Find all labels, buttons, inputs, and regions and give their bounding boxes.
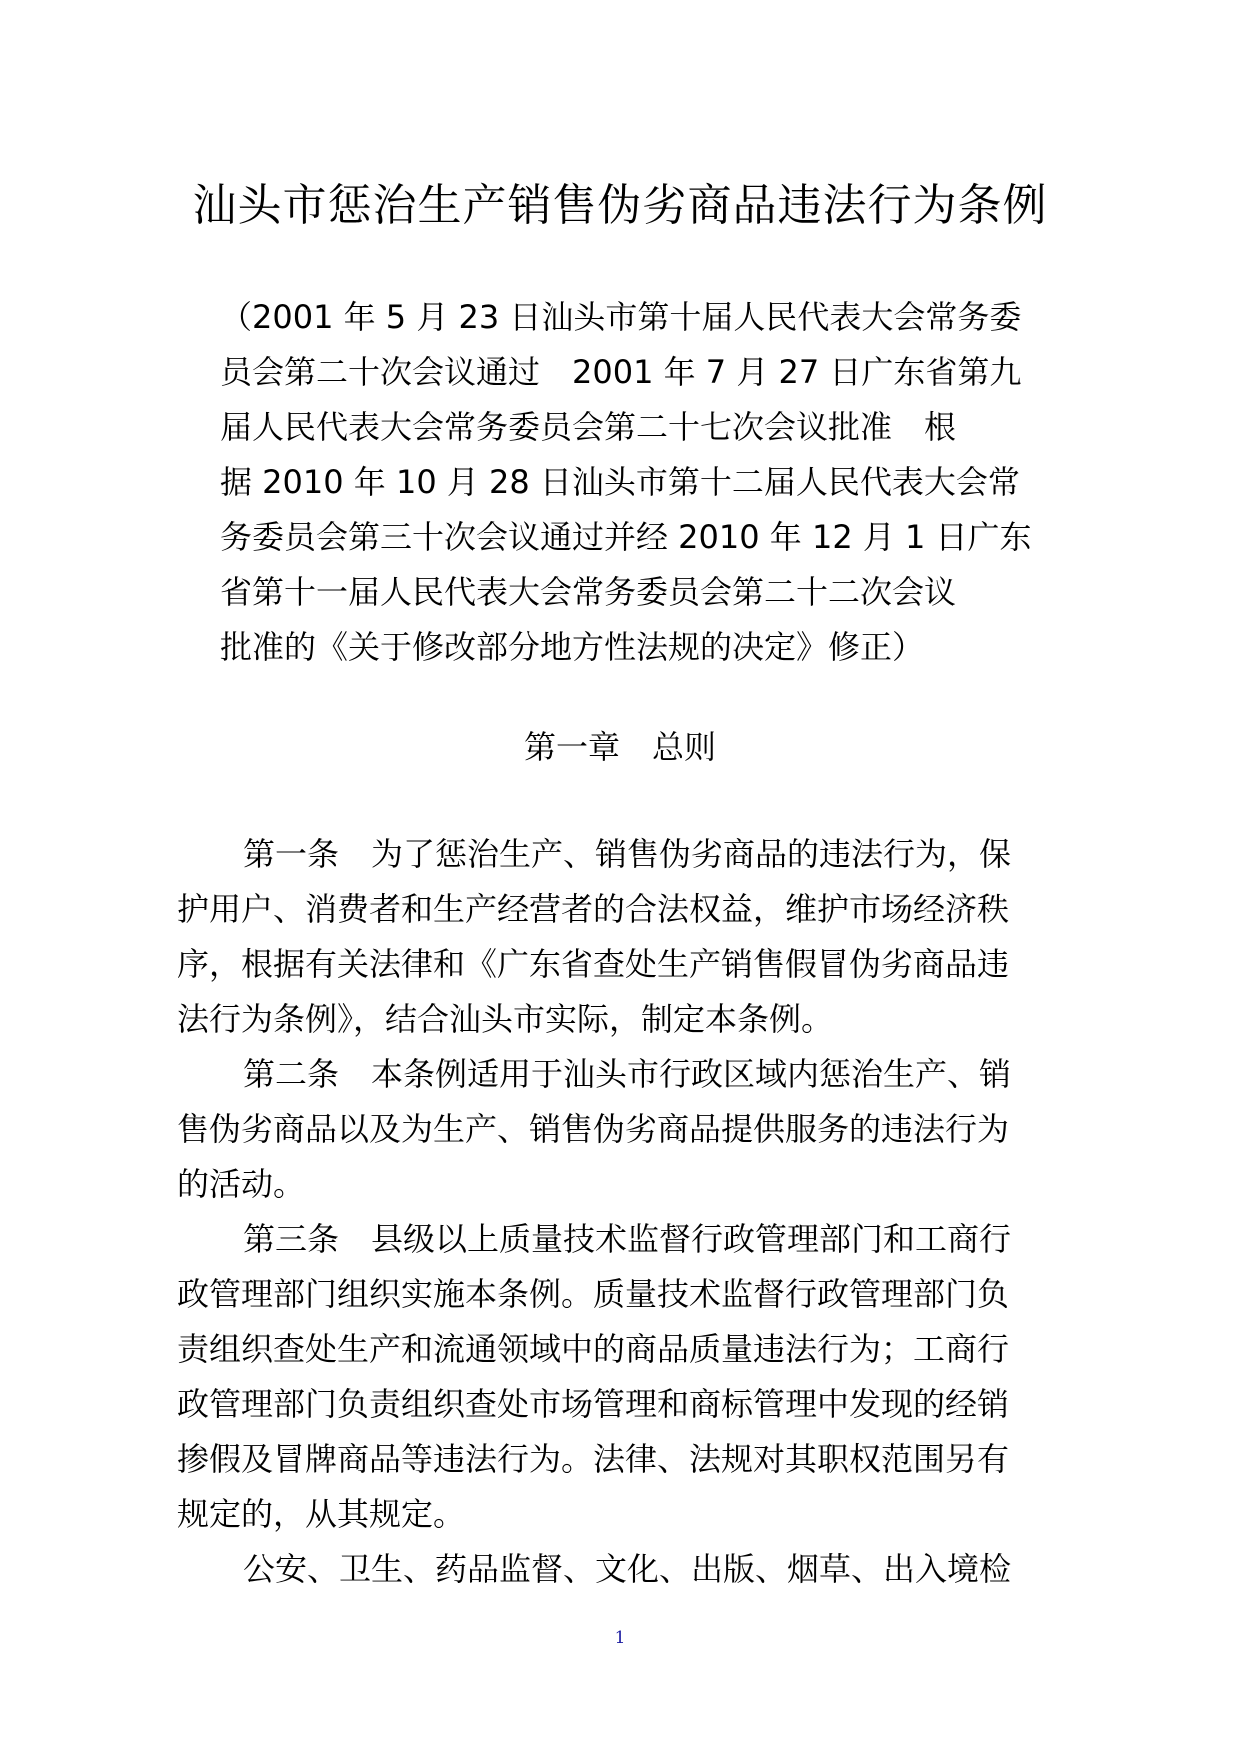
article-1-line: 法行为条例》，结合汕头市实际，制定本条例。 <box>177 1000 834 1038</box>
article-1-line: 护用户、消费者和生产经营者的合法权益，维护市场经济秩 <box>177 890 1010 928</box>
article-2-line: 第二条 本条例适用于汕头市行政区域内惩治生产、销 <box>243 1055 1012 1093</box>
document-title: 汕头市惩治生产销售伪劣商品违法行为条例 <box>192 180 1048 231</box>
preamble-line: 届人民代表大会常务委员会第二十七次会议批准 根 <box>220 408 957 446</box>
preamble-line: 省第十一届人民代表大会常务委员会第二十二次会议 <box>220 573 957 611</box>
article-1-line: 第一条 为了惩治生产、销售伪劣商品的违法行为，保 <box>243 835 1012 873</box>
article-3-line: 政管理部门负责组织查处市场管理和商标管理中发现的经销 <box>177 1385 1010 1423</box>
chapter-heading: 第一章 总则 <box>523 728 716 766</box>
preamble-line: 务委员会第三十次会议通过并经 2010 年 12 月 1 日广东 <box>220 518 1032 556</box>
article-2-line: 售伪劣商品以及为生产、销售伪劣商品提供服务的违法行为 <box>177 1110 1010 1148</box>
article-3-line: 责组织查处生产和流通领域中的商品质量违法行为；工商行 <box>177 1330 1010 1368</box>
preamble-line: 员会第二十次会议通过 2001 年 7 月 27 日广东省第九 <box>220 353 1022 391</box>
article-1-line: 序，根据有关法律和《广东省查处生产销售假冒伪劣商品违 <box>177 945 1010 983</box>
preamble-line: 据 2010 年 10 月 28 日汕头市第十二届人民代表大会常 <box>220 463 1020 501</box>
body-text <box>177 827 1063 1597</box>
article-3-line: 第三条 县级以上质量技术监督行政管理部门和工商行 <box>243 1220 1012 1258</box>
article-3-line: 政管理部门组织实施本条例。质量技术监督行政管理部门负 <box>177 1275 1010 1313</box>
preamble <box>220 290 1032 675</box>
preamble-line: 批准的《关于修改部分地方性法规的决定》修正） <box>220 628 925 666</box>
article-2-line: 的活动。 <box>177 1165 306 1203</box>
page-number: 1 <box>614 1628 626 1648</box>
article-3-line: 规定的，从其规定。 <box>177 1495 466 1533</box>
article-3-line: 掺假及冒牌商品等违法行为。法律、法规对其职权范围另有 <box>177 1440 1010 1478</box>
preamble-line: （2001 年 5 月 23 日汕头市第十届人民代表大会常务委 <box>220 298 1022 336</box>
article-3-paragraph-2-line: 公安、卫生、药品监督、文化、出版、烟草、出入境检 <box>243 1550 1012 1588</box>
